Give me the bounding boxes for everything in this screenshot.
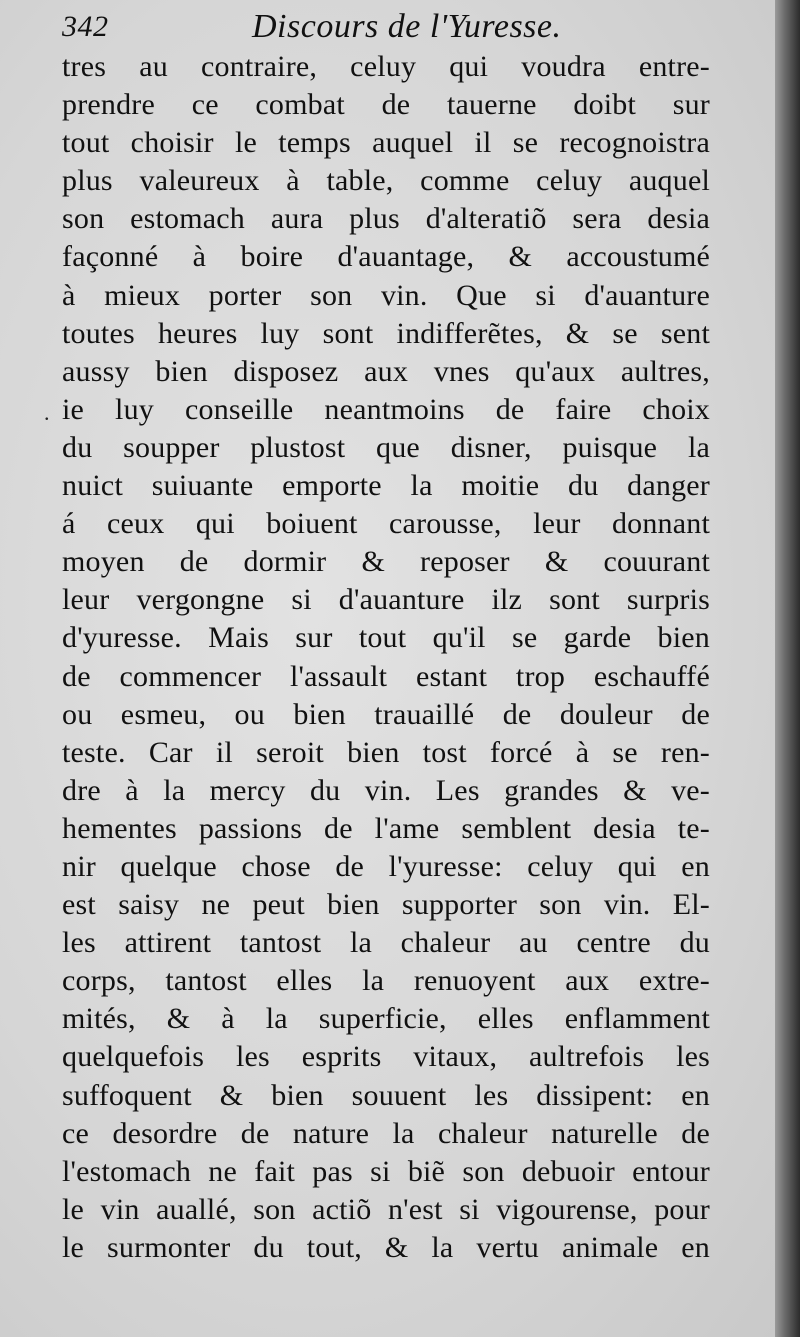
text-line: le surmonter du tout, & la vertu animale en bbox=[62, 1230, 710, 1264]
text-line: son estomach aura plus d'alteratiõ sera desia bbox=[62, 202, 710, 236]
text-line: ie luy conseille neantmoins de faire choix bbox=[62, 392, 710, 426]
running-title: Discours de l'Yuresse. bbox=[252, 8, 562, 45]
text-line: moyen de dormir & reposer & couurant bbox=[62, 545, 710, 579]
text-line: de commencer l'assault estant trop eschauffé bbox=[62, 659, 710, 693]
page-gutter-shadow bbox=[775, 0, 800, 1337]
text-line: quelquefois les esprits vitaux, aultrefois les bbox=[62, 1040, 710, 1074]
text-line: suffoquent & bien souuent les dissipent: en bbox=[62, 1078, 710, 1112]
text-line: l'estomach ne fait pas si biẽ son debuoir entour bbox=[62, 1154, 710, 1188]
text-line: ou esmeu, ou bien trauaillé de douleur de bbox=[62, 697, 710, 731]
text-line: á ceux qui boiuent carousse, leur donnant bbox=[62, 507, 710, 541]
text-line: nuict suiuante emporte la moitie du danger bbox=[62, 469, 710, 503]
text-line: tout choisir le temps auquel il se recognoistra bbox=[62, 126, 710, 160]
text-line: mités, & à la superficie, elles enflamment bbox=[62, 1002, 710, 1036]
text-line: plus valeureux à table, comme celuy auquel bbox=[62, 164, 710, 198]
text-line: teste. Car il seroit bien tost forcé à se ren- bbox=[62, 735, 710, 769]
body-text bbox=[62, 48, 710, 1267]
text-line: le vin auallé, son actiõ n'est si vigourense, pour bbox=[62, 1192, 710, 1226]
text-line: hementes passions de l'ame semblent desia te- bbox=[62, 811, 710, 845]
text-line: façonné à boire d'auantage, & accoustumé bbox=[62, 240, 710, 274]
text-line: du soupper plustost que disner, puisque la bbox=[62, 430, 710, 464]
text-line: prendre ce combat de tauerne doibt sur bbox=[62, 88, 710, 122]
text-line: les attirent tantost la chaleur au centre du bbox=[62, 926, 710, 960]
text-line: leur vergongne si d'auanture ilz sont surpris bbox=[62, 583, 710, 617]
page-number: 342 bbox=[62, 10, 109, 43]
text-line: corps, tantost elles la renuoyent aux extre- bbox=[62, 964, 710, 998]
page-header bbox=[62, 4, 762, 52]
text-line: tres au contraire, celuy qui voudra entre- bbox=[62, 50, 710, 83]
text-line: toutes heures luy sont indifferẽtes, & se sent bbox=[62, 316, 710, 350]
text-line: à mieux porter son vin. Que si d'auanture bbox=[62, 278, 710, 312]
text-line: d'yuresse. Mais sur tout qu'il se garde bien bbox=[62, 621, 710, 655]
text-line: est saisy ne peut bien supporter son vin. El- bbox=[62, 888, 710, 922]
margin-mark: . bbox=[44, 400, 50, 425]
text-line: nir quelque chose de l'yuresse: celuy qui en bbox=[62, 849, 710, 883]
text-line: ce desordre de nature la chaleur naturelle de bbox=[62, 1116, 710, 1150]
text-line: aussy bien disposez aux vnes qu'aux aultres, bbox=[62, 354, 710, 388]
text-line: dre à la mercy du vin. Les grandes & ve- bbox=[62, 773, 710, 807]
